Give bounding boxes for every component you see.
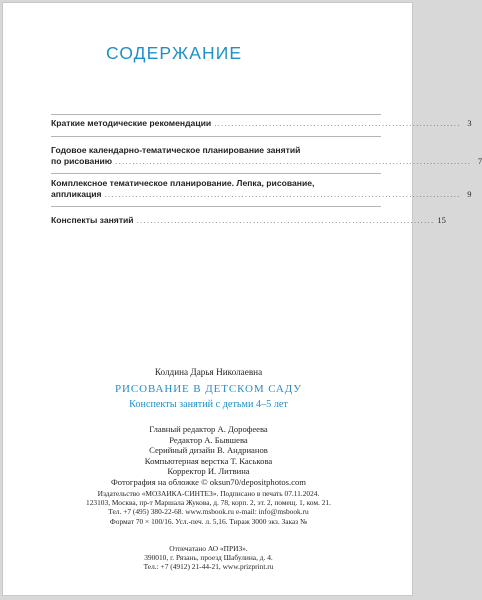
- toc-entry-title: Годовое календарно-тематическое планирование занятий: [51, 144, 301, 155]
- credit-line: Компьютерная верстка Т. Каськова: [144, 455, 273, 466]
- toc-page-number: 9: [467, 189, 472, 199]
- publisher-line: Формат 70 × 100/16. Усл.-печ. л. 5,16. Тираж 3000 экз. Заказ №: [109, 516, 308, 526]
- printer-line: Отпечатано АО «ПРИЗ».: [169, 544, 248, 553]
- toc-leader-dots: .......................................................................................: [136, 215, 435, 225]
- toc-entry-line: [51, 145, 381, 157]
- publisher-line: Издательство «МОЗАИКА-СИНТЕЗ». Подписано в печать 07.11.2024.: [97, 489, 320, 498]
- toc-entry: [51, 207, 446, 231]
- credit-line: Главный редактор А. Дорофеева: [149, 424, 268, 434]
- publisher-line: Тел. +7 (495) 380-22-68. www.msbook.ru e-mail: info@msbook.ru: [108, 507, 309, 517]
- printer-line: Тел.: +7 (4912) 21-44-21, www.prizprint.ru: [143, 562, 274, 572]
- toc-entry-title: Краткие методические рекомендации: [51, 118, 212, 128]
- toc-leader-dots: ........................................................................................................: [115, 157, 472, 166]
- credit-line: Редактор А. Бывшева: [169, 434, 248, 445]
- toc-entry: [51, 137, 482, 174]
- credits-block: [3, 424, 414, 488]
- toc-page-number: 3: [467, 118, 472, 128]
- toc-entry-line: [51, 156, 482, 168]
- toc-entry-line: [51, 178, 381, 190]
- printer-line: 390010, г. Рязань, проезд Шабулина, д. 4.: [144, 553, 273, 563]
- credit-line: Серийный дизайн В. Андрианов: [149, 445, 268, 456]
- table-of-contents: [51, 114, 482, 230]
- printer-block: [3, 544, 414, 572]
- toc-entry: [51, 114, 472, 137]
- toc-entry-line: [51, 214, 446, 227]
- toc-page-number: 15: [437, 214, 446, 225]
- toc-entry-title-cont: аппликация: [51, 189, 102, 199]
- book-page: [2, 2, 482, 596]
- author-name: Колдина Дарья Николаевна: [154, 367, 263, 377]
- book-title: РИСОВАНИЕ В ДЕТСКОМ САДУ: [115, 383, 302, 395]
- toc-leader-dots: ........................................................................: [214, 119, 461, 128]
- credit-line: Фотография на обложке © oksun70/depositphotos.com: [111, 476, 306, 487]
- credit-line: Корректор И. Литвина: [167, 466, 250, 477]
- toc-entry-title: Комплексное тематическое планирование. Лепка, рисование,: [51, 177, 315, 188]
- publisher-line: 123103, Москва, пр-т Маршала Жукова, д. 78, корп. 2, эт. 2, помещ. 1, ком. 21.: [86, 498, 331, 508]
- contents-heading: СОДЕРЖАНИЕ: [106, 43, 243, 63]
- toc-entry-title: Конспекты занятий: [51, 214, 134, 225]
- toc-page-number: 7: [477, 156, 482, 166]
- book-subtitle: Конспекты занятий с детьми 4–5 лет: [129, 399, 288, 410]
- toc-entry: [51, 174, 472, 207]
- toc-entry-title-cont: по рисованию: [51, 156, 113, 166]
- publisher-block: [3, 489, 414, 526]
- toc-leader-dots: ........................................................................................................: [104, 190, 461, 199]
- toc-entry-line: [51, 118, 472, 130]
- toc-entry-line: [51, 189, 472, 201]
